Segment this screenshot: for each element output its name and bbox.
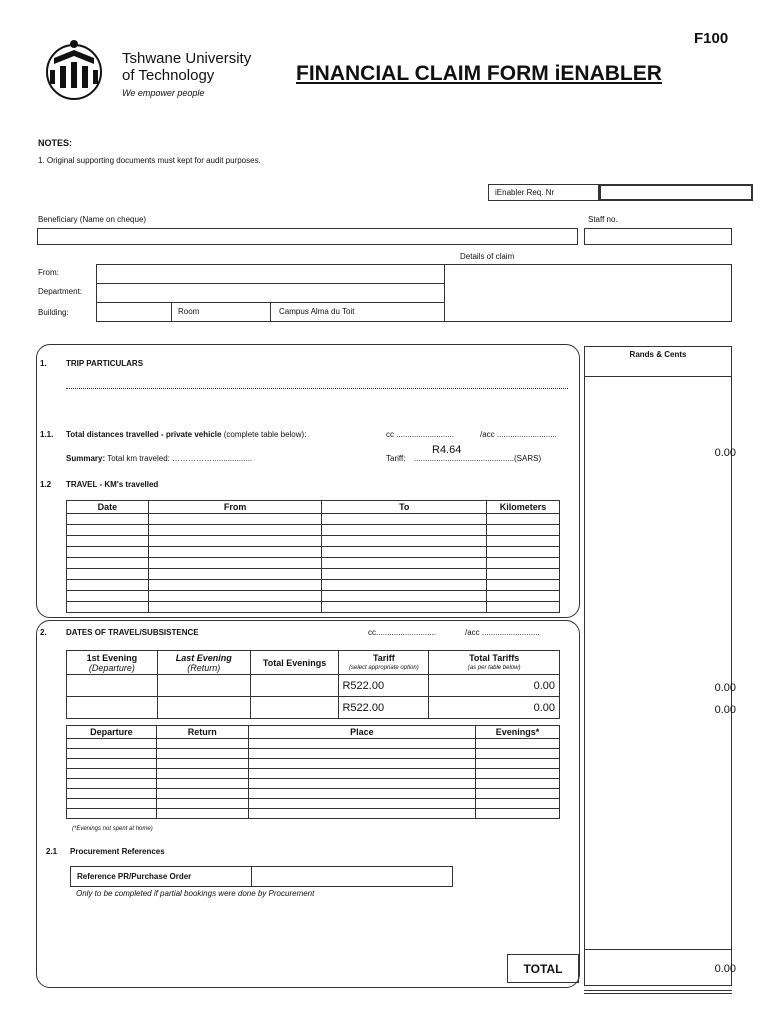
table-row[interactable] bbox=[67, 558, 560, 569]
table-row[interactable] bbox=[67, 809, 560, 819]
col-total-tariffs bbox=[429, 651, 560, 675]
beneficiary-label: Beneficiary (Name on cheque) bbox=[38, 215, 147, 224]
table-row[interactable] bbox=[67, 580, 560, 591]
sec2-title: DATES OF TRAVEL/SUBSISTENCE bbox=[66, 628, 199, 637]
total-label: TOTAL bbox=[523, 962, 563, 976]
amount-total-divider bbox=[584, 949, 732, 950]
sec2-number: 2. bbox=[40, 628, 47, 637]
table-row[interactable] bbox=[67, 547, 560, 558]
summary-row bbox=[66, 454, 252, 463]
sec11-cc: cc .......................... bbox=[386, 430, 455, 439]
sec21-number: 2.1 bbox=[46, 847, 58, 856]
room-label: Room bbox=[178, 307, 200, 316]
summary-label: Summary: bbox=[66, 454, 106, 463]
total-underline-2 bbox=[584, 993, 732, 994]
ienabler-label: iEnabler Req. Nr bbox=[495, 188, 555, 197]
tariff-dots: .............................................(SARS) bbox=[414, 454, 542, 463]
sec2-cc: cc........................... bbox=[368, 628, 437, 637]
details-label: Details of claim bbox=[460, 252, 515, 261]
place-col-return: Return bbox=[156, 726, 248, 739]
form-title: FINANCIAL CLAIM FORM iENABLER bbox=[296, 62, 662, 85]
total-underline-1 bbox=[584, 990, 732, 991]
reference-field[interactable] bbox=[251, 866, 453, 887]
from-field[interactable] bbox=[96, 264, 445, 284]
return-note: (Return) bbox=[187, 662, 221, 673]
summary-text: Total km traveled: …………….................. bbox=[107, 454, 253, 463]
place-col-departure: Departure bbox=[67, 726, 157, 739]
km-col-date: Date bbox=[67, 501, 149, 514]
rands-cents-label: Rands & Cents bbox=[629, 350, 687, 359]
last-evening-label: Last Evening bbox=[175, 652, 232, 663]
sec11-acc: /acc ........................... bbox=[480, 430, 557, 439]
table-row[interactable] bbox=[67, 789, 560, 799]
notes-item-1: 1. Original supporting documents must kept for audit purposes. bbox=[38, 156, 261, 165]
amount-header-divider bbox=[584, 376, 732, 377]
tariff-select[interactable]: R522.00 bbox=[339, 697, 429, 719]
campus-label: Campus Alma du Toit bbox=[279, 307, 355, 316]
place-col-evenings: Evenings* bbox=[476, 726, 560, 739]
building-field[interactable] bbox=[96, 302, 172, 322]
sec12-number: 1.2 bbox=[40, 480, 52, 489]
table-row[interactable] bbox=[67, 675, 560, 697]
department-field[interactable] bbox=[96, 283, 445, 303]
table-row[interactable] bbox=[67, 759, 560, 769]
km-table bbox=[66, 500, 560, 613]
table-row[interactable] bbox=[67, 514, 560, 525]
km-col-km: Kilometers bbox=[487, 501, 560, 514]
total-tariffs-header: Total Tariffs bbox=[469, 652, 520, 663]
tariff-value: R4.64 bbox=[432, 444, 462, 456]
logo-line1: Tshwane University bbox=[122, 50, 252, 67]
sec2-amount-1: 0.00 bbox=[714, 682, 736, 694]
notes-heading: NOTES: bbox=[38, 138, 73, 148]
campus-field[interactable] bbox=[270, 302, 445, 322]
total-tariff-value: 0.00 bbox=[429, 697, 560, 719]
total-tariffs-note: (as per table below) bbox=[467, 664, 521, 671]
tariff-header: Tariff bbox=[372, 652, 395, 663]
tariff-label: Tariff: bbox=[386, 454, 406, 463]
sec1-title: TRIP PARTICULARS bbox=[66, 359, 144, 368]
table-row[interactable] bbox=[67, 602, 560, 613]
tariff-header-note: (select appropriate option) bbox=[349, 664, 419, 671]
staff-no-label: Staff no. bbox=[588, 215, 618, 224]
tariff-select[interactable]: R522.00 bbox=[339, 675, 429, 697]
from-label: From: bbox=[38, 268, 59, 277]
km-col-from: From bbox=[148, 501, 322, 514]
amount-column bbox=[584, 346, 732, 986]
logo-tagline: We empower people bbox=[122, 88, 205, 98]
sec2-amount-2: 0.00 bbox=[714, 704, 736, 716]
col-total-evenings: Total Evenings bbox=[250, 651, 339, 675]
sec2-acc: /acc .......................... bbox=[465, 628, 540, 637]
total-label-box bbox=[507, 954, 579, 983]
sec11-amount: 0.00 bbox=[714, 447, 736, 459]
room-field[interactable] bbox=[171, 302, 271, 322]
sec1-number: 1. bbox=[40, 359, 47, 368]
table-row[interactable] bbox=[67, 525, 560, 536]
ienabler-label-box bbox=[488, 184, 599, 201]
logo-line2: of Technology bbox=[122, 67, 215, 84]
beneficiary-field[interactable] bbox=[37, 228, 578, 245]
km-col-to: To bbox=[322, 501, 487, 514]
place-table bbox=[66, 725, 560, 819]
first-evening-label: 1st Evening bbox=[86, 652, 138, 663]
col-first-evening bbox=[67, 651, 158, 675]
table-row[interactable] bbox=[67, 569, 560, 580]
procurement-note: Only to be completed if partial bookings were done by Procurement bbox=[76, 889, 315, 898]
tut-logo bbox=[36, 38, 114, 100]
departure-note: (Departure) bbox=[88, 662, 135, 673]
building-label: Building: bbox=[38, 308, 69, 317]
details-of-claim-field[interactable] bbox=[444, 264, 732, 322]
sec11-note: (complete table below): bbox=[223, 430, 307, 439]
place-col-place: Place bbox=[248, 726, 475, 739]
sec11-heading bbox=[66, 430, 306, 439]
table-row[interactable] bbox=[67, 739, 560, 749]
table-row[interactable] bbox=[67, 769, 560, 779]
trip-particulars-line[interactable] bbox=[66, 388, 568, 389]
table-row[interactable] bbox=[67, 779, 560, 789]
table-row[interactable] bbox=[67, 749, 560, 759]
table-row[interactable] bbox=[67, 536, 560, 547]
sec21-title: Procurement References bbox=[70, 847, 165, 856]
col-tariff bbox=[339, 651, 429, 675]
ienabler-req-field[interactable] bbox=[599, 184, 753, 201]
evenings-footnote: (*Evenings not spent at home) bbox=[72, 826, 153, 832]
reference-label: Reference PR/Purchase Order bbox=[77, 872, 192, 881]
table-row[interactable] bbox=[67, 697, 560, 719]
sec11-title: Total distances travelled - private vehicle bbox=[66, 430, 222, 439]
table-row[interactable] bbox=[67, 591, 560, 602]
staff-no-field[interactable] bbox=[584, 228, 732, 245]
sec12-title: TRAVEL - KM's travelled bbox=[66, 480, 159, 489]
form-code: F100 bbox=[694, 30, 729, 47]
subsistence-table bbox=[66, 650, 560, 719]
reference-label-box bbox=[70, 866, 252, 887]
table-row[interactable] bbox=[67, 799, 560, 809]
total-tariff-value: 0.00 bbox=[429, 675, 560, 697]
sec11-number: 1.1. bbox=[40, 430, 54, 439]
col-last-evening bbox=[157, 651, 250, 675]
department-label: Department: bbox=[38, 287, 83, 296]
total-value: 0.00 bbox=[714, 963, 736, 975]
